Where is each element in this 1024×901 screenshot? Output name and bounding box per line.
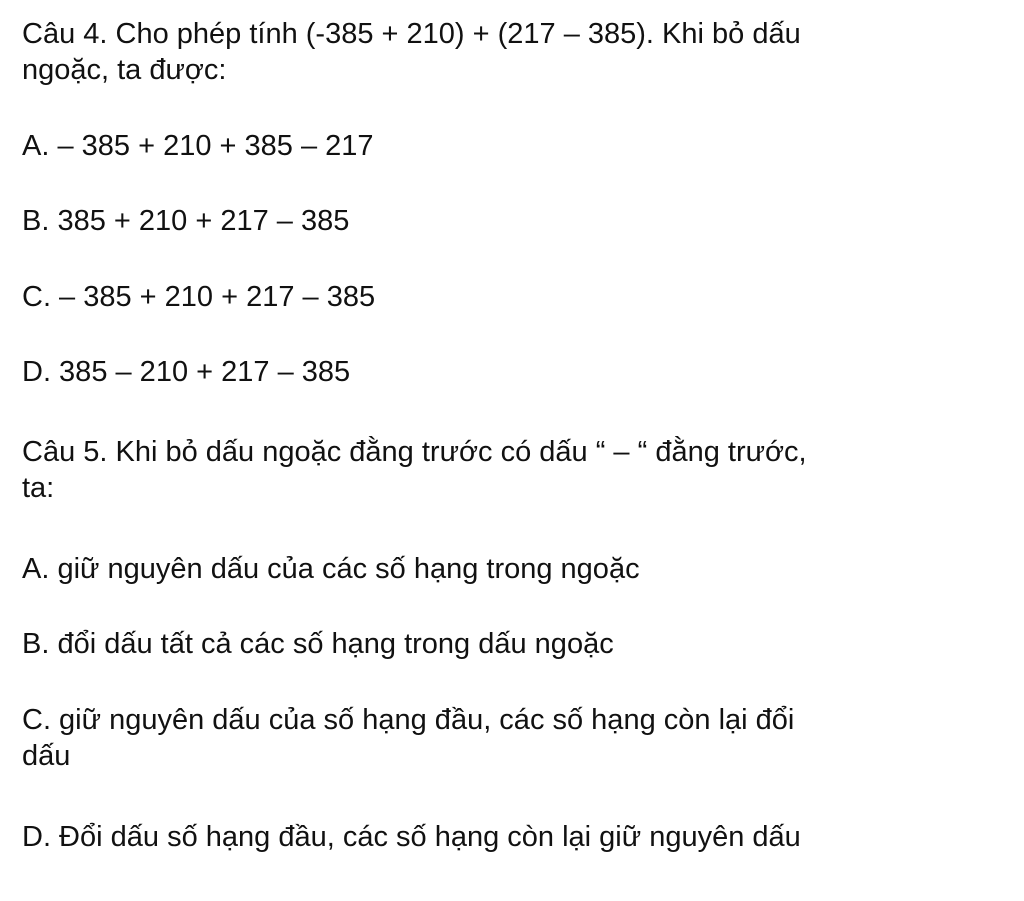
question-4-title: Câu 4. Cho phép tính (-385 + 210) + (217 – 385). Khi bỏ dấu ngoặc, ta được: <box>22 18 801 86</box>
question-4-option-c: C. – 385 + 210 + 217 – 385 <box>22 281 376 313</box>
question-5-option-c: C. giữ nguyên dấu của số hạng đầu, các số hạng còn lại đổi dấu <box>22 704 795 772</box>
question-5-title: Câu 5. Khi bỏ dấu ngoặc đằng trước có dấu “ – “ đằng trước, ta: <box>22 436 807 504</box>
question-4-option-d: D. 385 – 210 + 217 – 385 <box>22 356 351 388</box>
question-4-option-b: B. 385 + 210 + 217 – 385 <box>22 205 350 237</box>
question-5-option-b: B. đổi dấu tất cả các số hạng trong dấu ngoặc <box>22 628 614 660</box>
question-5-option-a: A. giữ nguyên dấu của các số hạng trong ngoặc <box>22 553 640 585</box>
question-5-option-d: D. Đổi dấu số hạng đầu, các số hạng còn lại giữ nguyên dấu <box>22 821 801 853</box>
question-4-option-a: A. – 385 + 210 + 385 – 217 <box>22 130 374 162</box>
